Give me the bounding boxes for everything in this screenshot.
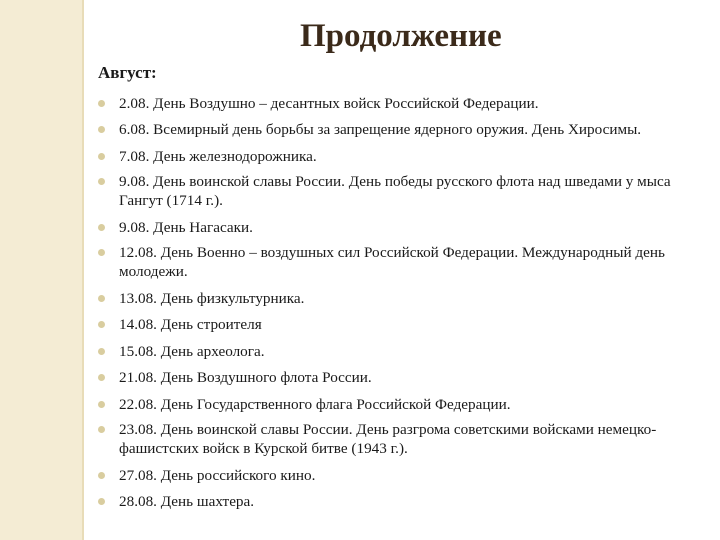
- list-item-text: 12.08. День Военно – воздушных сил Российской Федерации. Международный день молодежи.: [119, 244, 665, 280]
- list-item-text: 13.08. День физкультурника.: [119, 289, 305, 307]
- list-item: [98, 218, 718, 237]
- slide-title: Продолжение: [300, 18, 502, 54]
- list-item: [98, 342, 718, 361]
- date-list: [98, 86, 718, 511]
- list-item-text: 7.08. День железнодорожника.: [119, 147, 317, 165]
- bullet-icon: [98, 178, 105, 185]
- list-item-text: 28.08. День шахтера.: [119, 493, 255, 510]
- list-item: [98, 243, 718, 281]
- list-item-text: 27.08. День российского кино.: [119, 466, 316, 484]
- list-item-text: 23.08. День воинской славы России. День разгрома советскими войсками немецко-фашистских войск в Курской битве (1943 г.).: [119, 421, 657, 457]
- month-heading: Август:: [98, 63, 157, 82]
- list-item: [98, 315, 718, 334]
- bullet-icon: [98, 224, 105, 231]
- list-item: [98, 289, 718, 308]
- list-item: [98, 466, 718, 485]
- bullet-icon: [98, 321, 105, 328]
- bullet-icon: [98, 153, 105, 160]
- list-item: [98, 492, 718, 511]
- bullet-icon: [98, 498, 105, 505]
- bullet-icon: [98, 348, 105, 355]
- list-item-text: 9.08. День воинской славы России. День победы русского флота над шведами у мыса Гангут (1714 г.).: [119, 173, 671, 209]
- bullet-icon: [98, 295, 105, 302]
- bullet-icon: [98, 401, 105, 408]
- bullet-icon: [98, 126, 105, 133]
- list-item: [98, 147, 718, 166]
- list-item-text: 9.08. День Нагасаки.: [119, 218, 253, 236]
- bullet-icon: [98, 100, 105, 107]
- list-item-text: 14.08. День строителя: [119, 316, 262, 333]
- list-item: [98, 120, 718, 139]
- list-item: [98, 94, 718, 113]
- list-item-text: 21.08. День Воздушного флота России.: [119, 369, 372, 386]
- sidebar-divider: [82, 0, 84, 540]
- list-item: [98, 420, 718, 458]
- list-item: [98, 368, 718, 387]
- list-item-text: 22.08. День Государственного флага Российской Федерации.: [119, 395, 511, 413]
- list-item-text: 15.08. День археолога.: [119, 342, 265, 360]
- list-item-text: 6.08. Всемирный день борьбы за запрещение ядерного оружия. День Хиросимы.: [119, 121, 642, 138]
- bullet-icon: [98, 249, 105, 256]
- bullet-icon: [98, 374, 105, 381]
- bullet-icon: [98, 426, 105, 433]
- list-item: [98, 395, 718, 414]
- decorative-sidebar: [0, 0, 82, 540]
- bullet-icon: [98, 472, 105, 479]
- list-item: [98, 172, 718, 210]
- list-item-text: 2.08. День Воздушно – десантных войск Российской Федерации.: [119, 94, 539, 112]
